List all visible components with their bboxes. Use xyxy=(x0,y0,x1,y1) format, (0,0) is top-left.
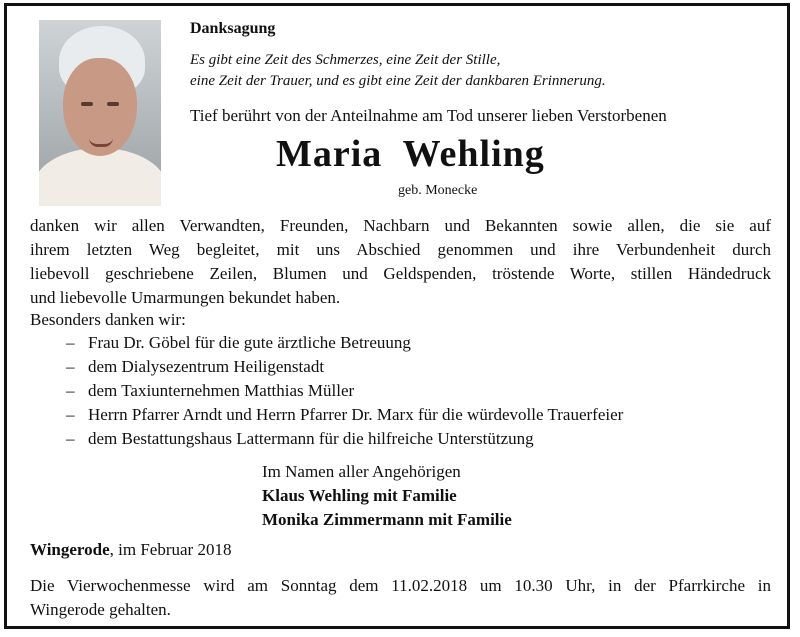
family-name: Monika Zimmermann mit Familie xyxy=(262,510,512,529)
mass-line: Wingerode gehalten. xyxy=(30,600,171,619)
list-item xyxy=(66,331,623,355)
mass-notice xyxy=(30,574,771,622)
place-name: Wingerode xyxy=(30,540,110,559)
quote-line: eine Zeit der Trauer, und es gibt eine Zeit der dankbaren Erinnerung. xyxy=(190,73,606,89)
intro-text: Tief berührt von der Anteilnahme am Tod unserer lieben Verstorbenen xyxy=(190,106,667,125)
heading: Danksagung xyxy=(190,20,276,37)
thanks-line: und liebevolle Umarmungen bekundet haben. xyxy=(30,288,341,307)
quote-line: Es gibt eine Zeit des Schmerzes, eine Zeit der Stille, xyxy=(190,52,501,68)
special-thanks-list xyxy=(66,331,623,451)
list-item-text: Herrn Pfarrer Arndt und Herrn Pfarrer Dr. Marx für die würdevolle Trauerfeier xyxy=(88,405,624,424)
place-date xyxy=(30,540,231,560)
list-item xyxy=(66,379,623,403)
photo-eye xyxy=(107,102,119,106)
dash-bullet: – xyxy=(66,381,75,400)
list-item-text: dem Bestattungshaus Lattermann für die hilfreiche Unterstützung xyxy=(88,429,534,448)
date-text: , im Februar 2018 xyxy=(109,540,232,559)
thanks-line: ihrem letzten Weg begleitet, mit uns Abschied genommen und ihre Verbundenheit durch xyxy=(30,240,771,259)
list-item xyxy=(66,403,623,427)
family-name: Klaus Wehling mit Familie xyxy=(262,486,457,505)
thanks-line: liebevoll geschriebene Zeilen, Blumen und Geldspenden, tröstende Worte, stillen Händedruck xyxy=(30,264,771,283)
on-behalf-text: Im Namen aller Angehörigen xyxy=(262,462,461,481)
dash-bullet: – xyxy=(66,333,75,352)
deceased-name: Maria Wehling xyxy=(276,133,545,175)
list-item xyxy=(66,355,623,379)
list-item xyxy=(66,427,623,451)
list-item-text: dem Taxiunternehmen Matthias Müller xyxy=(88,381,355,400)
dash-bullet: – xyxy=(66,405,75,424)
photo-eye xyxy=(81,102,93,106)
signature-block xyxy=(262,460,512,532)
dash-bullet: – xyxy=(66,357,75,376)
dash-bullet: – xyxy=(66,429,75,448)
birth-name: geb. Monecke xyxy=(398,183,478,198)
list-item-text: dem Dialysezentrum Heiligenstadt xyxy=(88,357,325,376)
list-item-text: Frau Dr. Göbel für die gute ärztliche Betreuung xyxy=(88,333,411,352)
thanks-line: danken wir allen Verwandten, Freunden, Nachbarn und Bekannten sowie allen, die sie auf xyxy=(30,216,771,235)
mass-line: Die Vierwochenmesse wird am Sonntag dem 11.02.2018 um 10.30 Uhr, in der Pfarrkirche in xyxy=(30,576,771,595)
thanks-paragraph xyxy=(30,214,771,310)
photo-body xyxy=(39,148,161,206)
special-thanks-label: Besonders danken wir: xyxy=(30,310,186,329)
portrait-photo xyxy=(39,20,161,206)
